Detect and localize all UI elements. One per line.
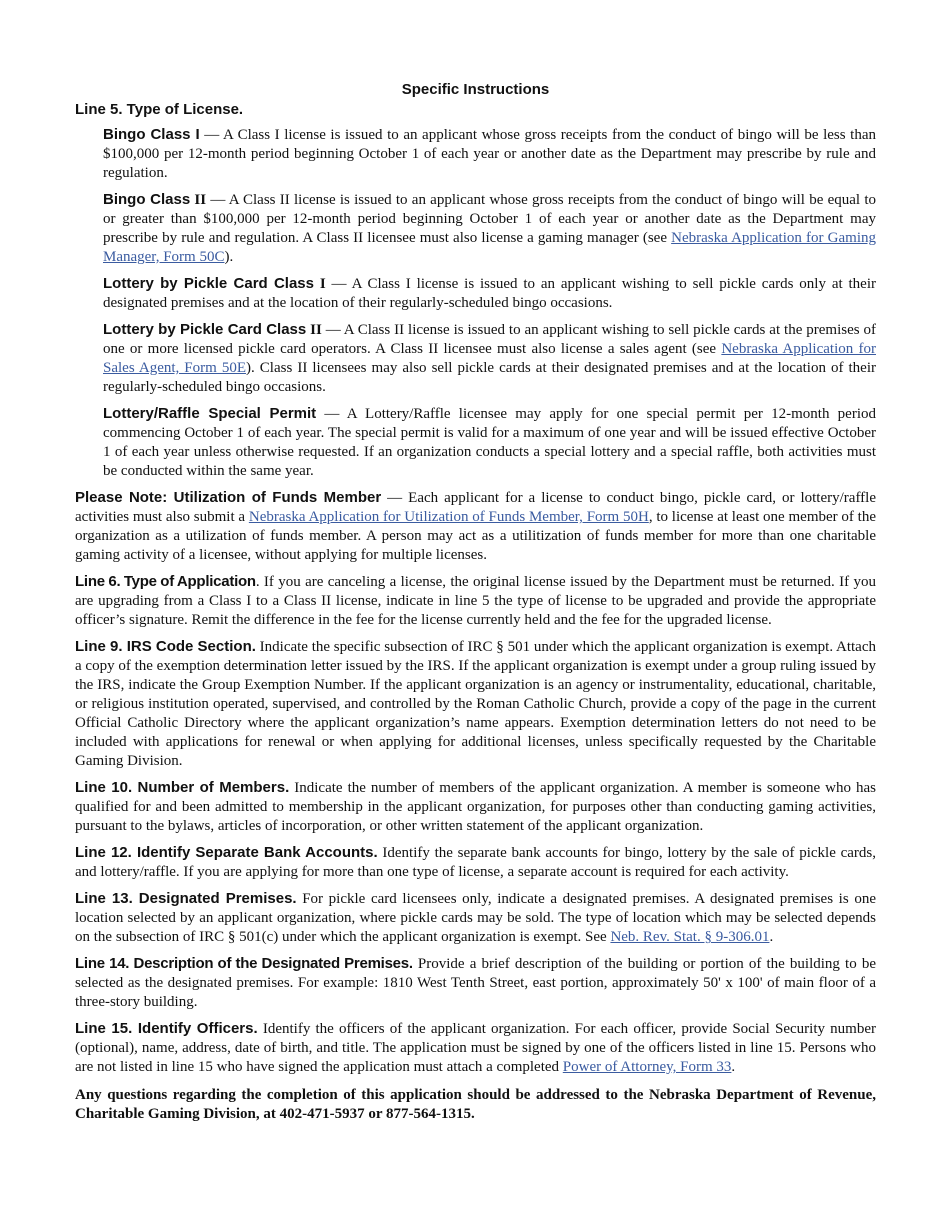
line13-text: For pickle card licensees only, indicate a designated premises. A designated premises is one location selected by an applicant organization, where pickle cards may be sold. The type of location which may be selected depends on the subsection of IRC § 501(c) under which the applicant organization is exempt. See [75, 891, 876, 945]
bingo-class-2-after: ). [224, 249, 234, 265]
sales-agent-form-link[interactable]: Nebraska Application for Sales Agent, Form 50E [103, 341, 876, 376]
pickle-class-1-paragraph [103, 274, 876, 313]
line14-lead: Line 14. Description of the Designated Premises. [75, 955, 413, 972]
bingo-class-2-lead-number: II [190, 192, 207, 208]
pickle-class-1-lead-number: I [314, 276, 326, 292]
line6-text: . If you are canceling a license, the original license issued by the Department must be returned. If you are upgrading from a Class I to a Class II license, indicate in line 5 the type of license to be upgraded and provide the appropriate officer’s signature. Remit the difference in the fee for the license currently held and the fee for the upgraded license. [75, 574, 876, 628]
gaming-manager-form-link[interactable]: Nebraska Application for Gaming Manager, Form 50C [103, 230, 876, 265]
funds-member-note-lead: Please Note: Utilization of Funds Member [75, 489, 382, 506]
line9-lead: Line 9. IRS Code Section. [75, 638, 256, 655]
power-of-attorney-form-link[interactable]: Power of Attorney, Form 33 [562, 1059, 732, 1075]
line13-lead: Line 13. Designated Premises. [75, 890, 297, 907]
raffle-permit-text: — A Lottery/Raffle licensee may apply for one special permit per 12-month period commencing October 1 of each year. The special permit is valid for a maximum of one year and will be issued effective October 1 of each year unless otherwise requested. If an organization conducts a special lottery and a special raffle, both activities must be conducted within the same year. [103, 406, 876, 479]
raffle-permit-paragraph [103, 404, 876, 481]
closing-contact-paragraph: Any questions regarding the completion of this application should be addressed to the Nebraska Department of Revenue, Charitable Gaming Division, at 402-471-5937 or 877-564-1315. [75, 1087, 876, 1122]
pickle-class-2-text: — A Class II license is issued to an applicant wishing to sell pickle cards at the premises of one or more licensed pickle card operators. A Class II licensee must also license a sales agent (see [103, 322, 876, 357]
pickle-class-1-lead: Lottery by Pickle Card Class [103, 275, 314, 292]
line12-lead: Line 12. Identify Separate Bank Accounts. [75, 844, 378, 861]
pickle-class-1-text: — A Class I license is issued to an applicant wishing to sell pickle cards only at their designated premises and at the location of their regularly-scheduled bingo occasions. [103, 276, 876, 311]
bingo-class-2-paragraph [103, 190, 876, 267]
bingo-class-2-lead: Bingo Class [103, 191, 191, 208]
line10-paragraph [75, 778, 876, 836]
line14-text: Provide a brief description of the building or portion of the building to be selected as the designated premises. For example: 1810 West Tenth Street, east portion, approximately 50' x 100' of main floor of a three-story building. [75, 956, 876, 1010]
pickle-class-2-after: ). Class II licensees may also sell pickle cards at their designated premises and at the location of their regularly-scheduled bingo occasions. [103, 360, 876, 395]
instructions-page [75, 80, 876, 1131]
bingo-class-1-lead: Bingo Class I [103, 126, 200, 143]
funds-member-note-paragraph [75, 488, 876, 565]
funds-member-note-text: — Each applicant for a license to conduct bingo, pickle card, or lottery/raffle activities must also submit a [75, 490, 876, 525]
line5-heading: Line 5. Type of License. [75, 101, 244, 118]
bingo-class-2-text: — A Class II license is issued to an applicant whose gross receipts from the conduct of bingo will be equal to or greater than $100,000 per 12-month period beginning October 1 of each year or another date as the Department may prescribe by rule and regulation. A Class II licensee must also license a gaming manager (see [103, 192, 876, 246]
bingo-class-1-text: — A Class I license is issued to an applicant whose gross receipts from the conduct of bingo will be less than $100,000 per 12-month period beginning October 1 of each year or another date as the Department may prescribe by rule and regulation. [103, 127, 876, 181]
funds-member-note-after: , to license at least one member of the organization as a utilization of funds member. A person may act as a utilitization of funds member for more than one charitable gaming activity of a licensee, without applying for multiple licenses. [75, 509, 877, 563]
line12-text: Identify the separate bank accounts for bingo, lottery by the sale of pickle cards, and lottery/raffle. If you are applying for more than one type of license, a separate account is required for each activity. [75, 845, 876, 880]
line9-text: Indicate the specific subsection of IRC § 501 under which the applicant organization is exempt. Attach a copy of the exemption determination letter issued by the IRS. If the applicant organization is exempt under a group ruling issued by the IRS, indicate the Group Exemption Number. If the applicant organization is an agency or instrumentality, educational, charitable, or religious institution operated, supervised, and controlled by the Roman Catholic Church, provide a copy of the page in the current Official Catholic Directory where the applicant organization’s name appears. Exemption determination letters do not need to be included with applications for renewal or when applying for additional licenses, unless specifically requested by the Charitable Gaming Division. [75, 639, 876, 769]
pickle-class-2-paragraph [103, 320, 876, 397]
line13-after: . [769, 929, 774, 945]
line6-lead: Line 6. Type of Application [75, 573, 256, 590]
statute-link[interactable]: Neb. Rev. Stat. § 9-306.01 [610, 929, 770, 945]
pickle-class-2-lead-number: II [306, 322, 322, 338]
line6-paragraph [75, 572, 876, 630]
line12-paragraph [75, 843, 876, 882]
line13-paragraph [75, 889, 876, 947]
bingo-class-1-paragraph [103, 125, 876, 183]
line15-after: . [731, 1059, 736, 1075]
line15-text: Identify the officers of the applicant organization. For each officer, provide Social Security number (optional), name, address, date of birth, and title. The application must be signed by one of the officers listed in line 15. Persons who are not listed in line 15 who have signed the application must attach a completed [75, 1021, 876, 1075]
line14-paragraph [75, 954, 876, 1012]
line15-lead: Line 15. Identify Officers. [75, 1020, 258, 1037]
pickle-class-2-lead: Lottery by Pickle Card Class [103, 321, 307, 338]
page-title: Specific Instructions [401, 81, 550, 98]
line10-lead: Line 10. Number of Members. [75, 779, 290, 796]
line10-text: Indicate the number of members of the applicant organization. A member is someone who has qualified for and been admitted to membership in the applicant organization, for purposes other than conducting gaming activities, pursuant to the bylaws, articles of incorporation, or other written statement of the applicant organization. [75, 780, 876, 834]
line15-paragraph [75, 1019, 876, 1077]
raffle-permit-lead: Lottery/Raffle Special Permit [103, 405, 317, 422]
line9-paragraph [75, 637, 876, 771]
funds-member-form-link[interactable]: Nebraska Application for Utilization of Funds Member, Form 50H [248, 509, 649, 525]
